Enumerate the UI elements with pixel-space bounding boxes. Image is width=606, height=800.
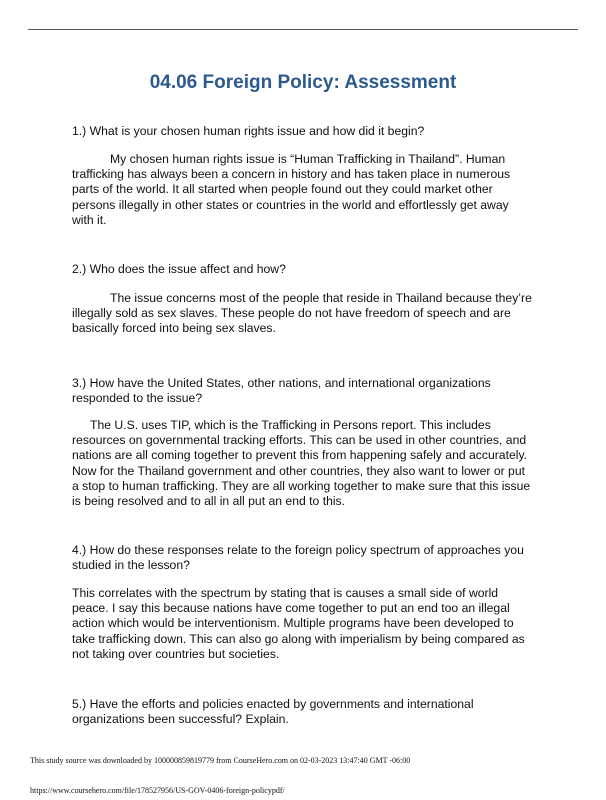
answer-1: My chosen human rights issue is “Human Trafficking in Thailand”. Human trafficking has always been a concern in history and has taken place in numerous parts of the world. It all started when people found out they could market other persons illegally in other states or countries in the world and effortlessly get away with it. <box>72 152 511 227</box>
question-2: 2.) Who does the issue affect and how? <box>72 262 286 276</box>
answer-2: The issue concerns most of the people that reside in Thailand because they’re illegally sold as sex slaves. These people do not have freedom of speech and are basically forced into being sex slaves. <box>72 291 532 336</box>
question-1: 1.) What is your chosen human rights issue and how did it begin? <box>72 124 425 138</box>
answer-4: This correlates with the spectrum by stating that is causes a small side of world peace. I say this because nations have come together to put an end too an illegal action which would be interventionism. Multiple programs have been developed to take trafficking down. This can also go along with imperialism by being compared as not taking over countries but societies. <box>72 586 525 661</box>
document-title: 04.06 Foreign Policy: Assessment <box>149 72 457 93</box>
question-3: 3.) How have the United States, other nations, and international organizations responded to the issue? <box>72 376 491 406</box>
answer-3: The U.S. uses TIP, which is the Trafficking in Persons report. This includes resources on governmental tracking efforts. This can be used in other countries, and nations are all coming together to prevent this from happening safely and accurately. Now for the Thailand government and other countries, they also want to lower or put a stop to human trafficking. They are all working together to make sure that this issue is being resolved and to all in all put an end to this. <box>72 418 531 509</box>
question-5: 5.) Have the efforts and policies enacted by governments and international organizations been successful? Explain. <box>72 697 474 727</box>
question-4: 4.) How do these responses relate to the foreign policy spectrum of approaches you studied in the lesson? <box>72 543 524 573</box>
source-url: https://www.coursehero.com/file/178527956/US-GOV-0406-foreign-policypdf/ <box>30 786 285 795</box>
download-source-note: This study source was downloaded by 100000859819779 from CourseHero.com on 02-03-2023 13:47:40 GMT -06:00 <box>30 756 411 765</box>
top-divider <box>28 29 578 30</box>
